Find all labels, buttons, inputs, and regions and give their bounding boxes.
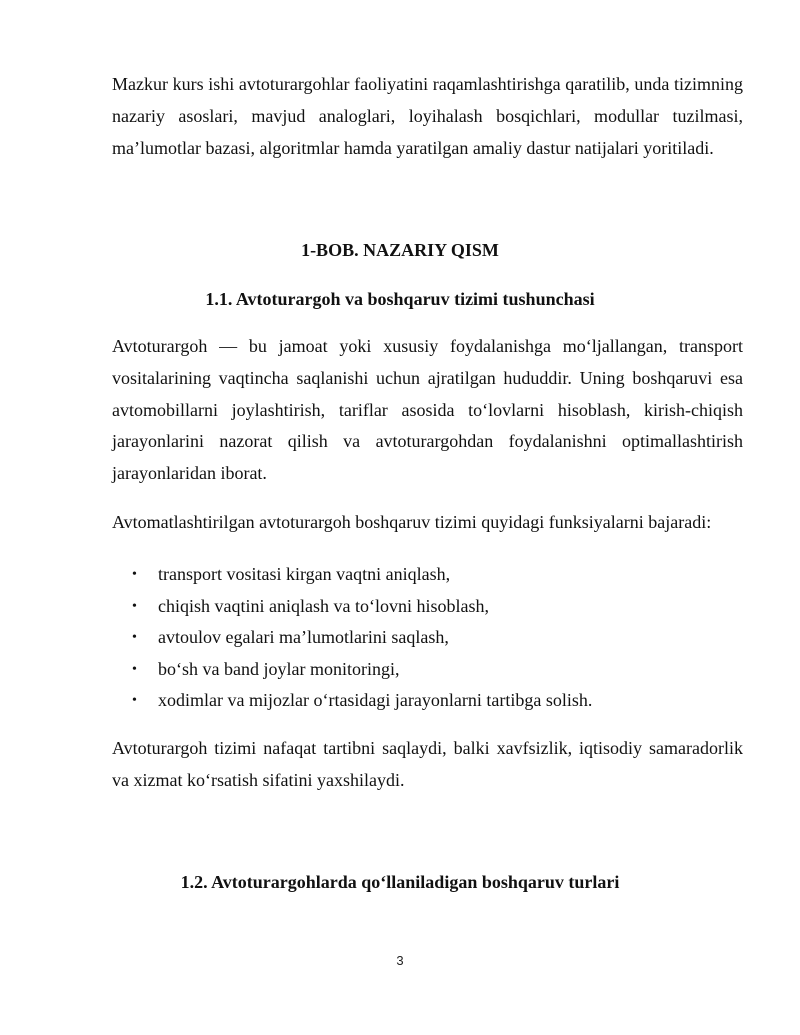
bullet-icon: •	[132, 661, 137, 677]
section-1-1-paragraph-2: Avtomatlashtirilgan avtoturargoh boshqaruv tizimi quyidagi funksiyalarni bajaradi:	[112, 512, 712, 532]
chapter-title: 1-BOB. NAZARIY QISM	[301, 240, 499, 260]
page-number: 3	[396, 953, 404, 968]
list-item	[112, 685, 743, 717]
section-1-1-title: 1.1. Avtoturargoh va boshqaruv tizimi tushunchasi	[205, 289, 595, 309]
section-1-1-paragraph-3: Avtoturargoh tizimi nafaqat tartibni saqlaydi, balki xavfsizlik, iqtisodiy samaradorlik va xizmat ko‘rsatish sifatini yaxshilaydi.	[112, 738, 743, 790]
list-item-text: bo‘sh va band joylar monitoringi,	[158, 658, 400, 679]
list-item	[112, 591, 743, 623]
bullet-icon: •	[132, 598, 137, 614]
list-item	[112, 559, 743, 591]
bullet-icon: •	[132, 630, 137, 645]
list-item-text: xodimlar va mijozlar o‘rtasidagi jarayonlarni tartibga solish.	[158, 690, 593, 710]
list-item	[112, 654, 743, 686]
section-1-1-paragraph-1: Avtoturargoh — bu jamoat yoki xususiy foydalanishga mo‘ljallangan, transport vositalarining vaqtincha saqlanishi uchun ajratilgan hududdir. Uning boshqaruvi esa avtomobillarni joylashtirish, tariflar asosida to‘lovlarni hisoblash, kirish-chiqish jarayonlarini nazorat qilish va avtoturargohdan foydalanishni optimallashtirish jarayonlaridan iborat.	[112, 336, 743, 484]
list-item	[112, 622, 743, 654]
list-item-text: chiqish vaqtini aniqlash va to‘lovni hisoblash,	[158, 595, 489, 616]
section-1-2-title: 1.2. Avtoturargohlarda qo‘llaniladigan boshqaruv turlari	[180, 872, 620, 892]
intro-paragraph: Mazkur kurs ishi avtoturargohlar faoliyatini raqamlashtirishga qaratilib, unda tizimning nazariy asoslari, mavjud analoglari, loyihalash bosqichlari, modullar tuzilmasi, ma’lumotlar bazasi, algoritmlar hamda yaratilgan amaliy dastur natijalari yoritiladi.	[112, 74, 743, 158]
bullet-icon: •	[132, 693, 137, 708]
list-item-text: avtoulov egalari ma’lumotlarini saqlash,	[158, 627, 449, 647]
bullet-icon: •	[132, 567, 137, 582]
list-item-text: transport vositasi kirgan vaqtni aniqlash,	[158, 564, 451, 584]
functions-bullet-list	[112, 559, 743, 717]
